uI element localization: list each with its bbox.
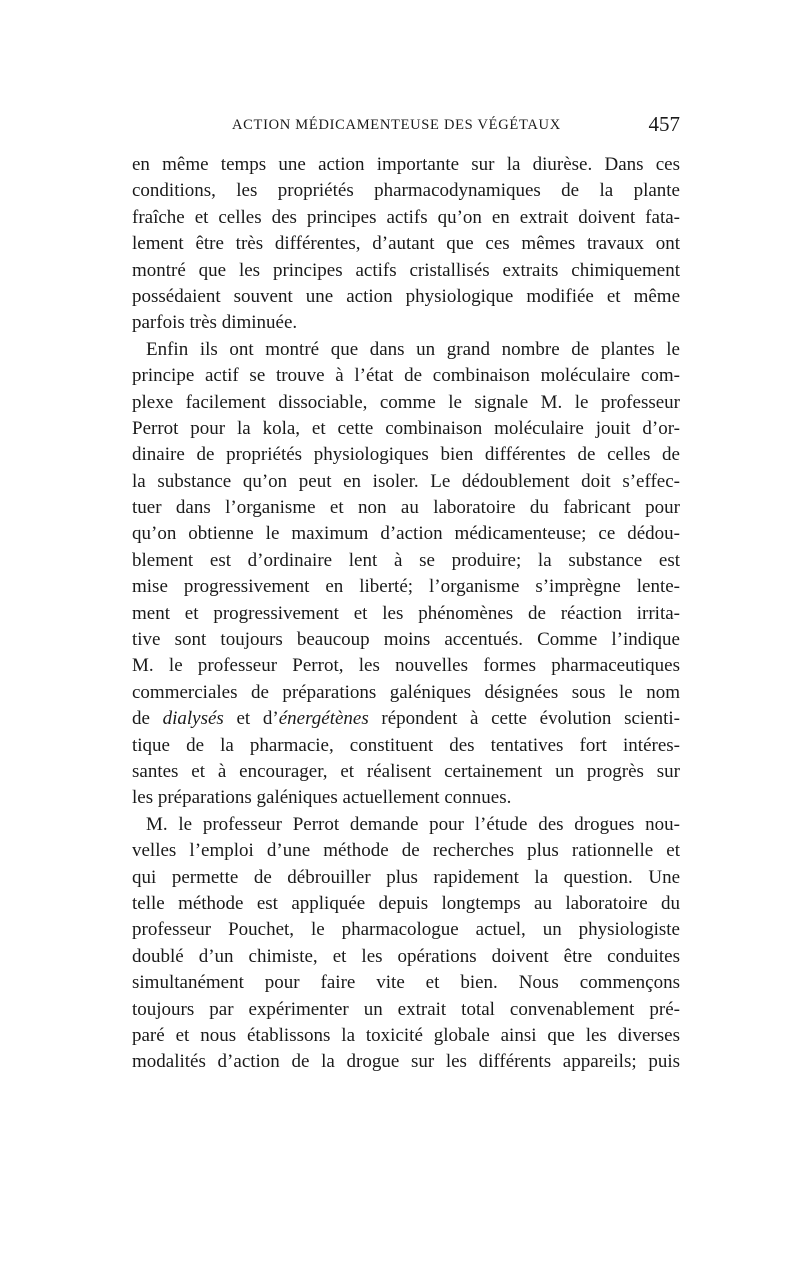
line-mid: et d’ — [223, 708, 279, 730]
text-line: modalités d’action de la drogue sur les différents appareils; puis — [132, 1051, 680, 1073]
text-line: principe actif se trouve à l’état de combinaison moléculaire com- — [132, 365, 680, 387]
text-line: conditions, les propriétés pharmacodynamiques de la plante — [132, 180, 680, 202]
text-line: plexe facilement dissociable, comme le signale M. le professeur — [132, 391, 680, 413]
text-line: Enfin ils ont montré que dans un grand nombre de plantes le — [146, 338, 680, 360]
text-line: qui permette de débrouiller plus rapidement la question. Une — [132, 866, 680, 888]
running-title: ACTION MÉDICAMENTEUSE DES VÉGÉTAUX — [232, 117, 561, 133]
text-line: qu’on obtienne le maximum d’action médicamenteuse; ce dédou- — [132, 523, 680, 545]
text-line-with-italics — [132, 706, 680, 732]
text-line: mise progressivement en liberté; l’organisme s’imprègne lente- — [132, 576, 680, 598]
text-line: ment et progressivement et les phénomènes de réaction irrita- — [132, 602, 680, 624]
line-suffix: répondent à cette évolution scienti- — [368, 708, 681, 730]
text-line: tive sont toujours beaucoup moins accentués. Comme l’indique — [132, 629, 680, 651]
text-line: possédaient souvent une action physiologique modifiée et même — [132, 285, 680, 307]
text-line: la substance qu’on peut en isoler. Le dédoublement doit s’effec- — [132, 470, 680, 492]
text-line: fraîche et celles des principes actifs qu’on en extrait doivent fata- — [132, 206, 680, 228]
paragraph-3 — [132, 812, 680, 1076]
paragraph-2 — [132, 337, 680, 812]
italic-term-energetenes: énergétènes — [278, 708, 369, 730]
text-line: paré et nous établissons la toxicité globale ainsi que les diverses — [132, 1024, 680, 1046]
text-line: M. le professeur Perrot, les nouvelles formes pharmaceutiques — [132, 655, 680, 677]
paragraph-1 — [132, 152, 680, 337]
text-line: dinaire de propriétés physiologiques bien différentes de celles de — [132, 444, 680, 466]
text-line: toujours par expérimenter un extrait total convenablement pré- — [132, 998, 680, 1020]
text-line: lement être très différentes, d’autant que ces mêmes travaux ont — [132, 233, 680, 255]
text-line: les préparations galéniques actuellement connues. — [132, 787, 512, 809]
text-line: parfois très diminuée. — [132, 312, 298, 334]
text-line: velles l’emploi d’une méthode de recherches plus rationnelle et — [132, 840, 680, 862]
line-prefix: de — [132, 708, 163, 730]
text-line: blement est d’ordinaire lent à se produire; la substance est — [132, 549, 680, 571]
text-line: tique de la pharmacie, constituent des tentatives fort intéres- — [132, 734, 680, 756]
italic-term-dialyses: dialysés — [162, 708, 224, 730]
text-line: Perrot pour la kola, et cette combinaison moléculaire jouit d’or- — [132, 417, 680, 439]
text-line: M. le professeur Perrot demande pour l’étude des drogues nou- — [146, 813, 680, 835]
text-line: santes et à encourager, et réalisent certainement un progrès sur — [132, 760, 680, 782]
text-line: telle méthode est appliquée depuis longtemps au laboratoire du — [132, 892, 680, 914]
text-line: en même temps une action importante sur la diurèse. Dans ces — [132, 154, 680, 175]
text-line: simultanément pour faire vite et bien. Nous commençons — [132, 972, 680, 994]
text-line: tuer dans l’organisme et non au laboratoire du fabricant pour — [132, 497, 680, 519]
page-number: 457 — [648, 112, 680, 136]
body-text — [132, 152, 680, 1076]
text-line: professeur Pouchet, le pharmacologue actuel, un physiologiste — [132, 919, 680, 941]
running-head — [132, 112, 680, 141]
text-line: doublé d’un chimiste, et les opérations doivent être conduites — [132, 945, 680, 967]
text-line: montré que les principes actifs cristallisés extraits chimiquement — [132, 259, 680, 281]
text-line: commerciales de préparations galéniques désignées sous le nom — [132, 681, 680, 703]
